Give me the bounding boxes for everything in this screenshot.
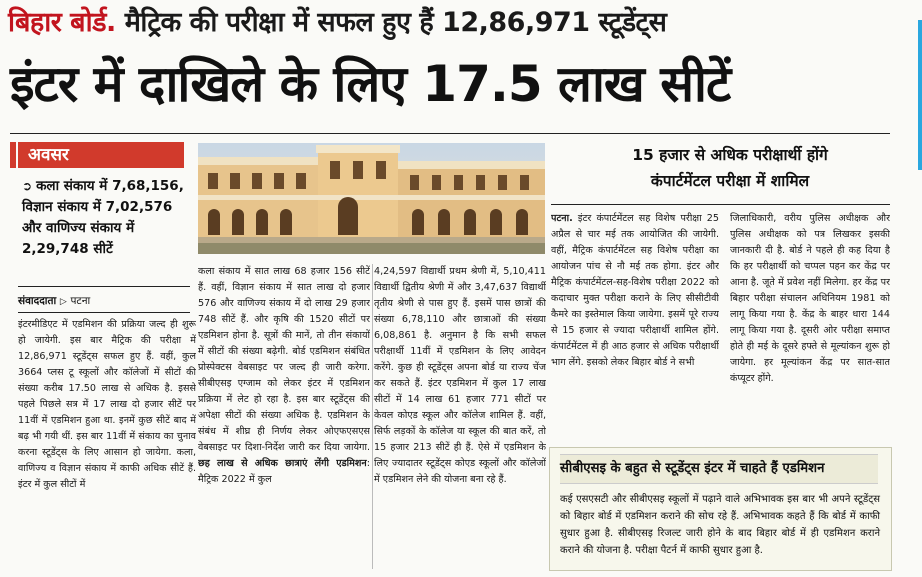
dateline: पटना. [551,213,573,224]
arrow-icon: ➲ [22,179,33,193]
side-accent-bar [918,20,922,170]
opportunity-text: कला संकाय में 7,68,156, विज्ञान संकाय में 7,02,576 और वाणिज्य संकाय में 2,29,748 सीटें [22,178,184,257]
article-column-2 [198,264,370,575]
cbse-box-body: कई एसएसटी और सीबीएसइ स्कूलों में पढ़ाने वाले अभिभावक इस बार भी अपने स्टूडेंट्स को बिहार बोर्ड में एडमिशन कराने की सोच रहे हैं. अभिभावक कहते हैं कि बोर्ड में काफी सुधार हुआ है. सीबीएसइ रिजल्ट जारी होने के बाद बिहार बोर्ड में ही एडमिशन कराने कराने की योजना है. परीक्षा पैटर्न में काफी सुधार हुआ है. [560,494,880,556]
compartment-column-1-text: इंटर कंपार्टमेंटल सह विशेष परीक्षा 25 अप्रैल से चार मई तक आयोजित की जायेगी. वहीं, मैट्रिक कंपार्टमेंटल सह विशेष परीक्षा का आयोजन पांच से नौ मई तक होगा. इंटर और मैट्रिक कंपार्टमेंटल-सह-विशेष परीक्षा 2022 को कदाचार मुक्त परीक्षा कराने के लिए सीसीटीवी कैमरे का इस्तेमाल किया जायेगा. इसमें पूरे राज्य से 15 हजार से ज्यादा परीक्षार्थी शामिल होंगे. कंपार्टमेंटल में ही आठ हजार से अधिक परीक्षार्थी भाग लेंगे. इसको लेकर बिहार बोर्ड ने सभी [551,213,719,368]
byline-name: संवाददाता [18,295,57,307]
byline-place: पटना [70,295,91,307]
compartment-divider [551,204,890,205]
compartment-headline [580,142,880,194]
column-2-subhead: छह लाख से अधिक छात्राएं लेंगी एडमिशन [198,458,367,469]
opportunity-label: अवसर [18,142,184,168]
opportunity-accent [10,142,16,168]
cbse-box-title: सीबीएसइ के बहुत से स्टूडेंट्स इंटर में चाहते हैं एडमिशन [560,454,878,484]
compartment-headline-line2: कंपार्टमेंटल परीक्षा में शामिल [650,172,810,190]
compartment-headline-line1: 15 हजार से अधिक परीक्षार्थी होंगे [632,146,828,164]
building-photo [198,143,545,254]
compartment-column-1 [551,211,719,436]
kicker-line [8,2,828,42]
column-2-tail: : मैट्रिक 2022 में कुल [198,458,370,485]
bihar-board-building-image [198,143,545,254]
cbse-box [549,447,892,571]
main-headline: इंटर में दाखिले के लिए 17.5 लाख सीटें [10,55,731,113]
byline-divider [18,286,190,287]
column-divider [372,264,373,569]
kicker-label: बिहार बोर्ड. [8,7,116,38]
compartment-column-2: जिलाधिकारी, वरीय पुलिस अधीक्षक और पुलिस अधीक्षक को पत्र लिखकर इसकी जानकारी दी है. बोर्ड ने पहले ही कह दिया है कि हर परीक्षार्थी को चप्पल पहन कर केंद्र पर आना है. जूते में प्रवेश नहीं मिलेगा. हर केंद्र पर बिहार परीक्षा संचालन अधिनियम 1981 को लागू किया गया है. केंद्र के बाहर धारा 144 लागू किया गया है. दूसरी ओर परीक्षा समाप्त होते ही मई के दूसरे हफ्ते से मूल्यांकन शुरू हो जायेगा. हर मूल्यांकन केंद्र पर सात-सात कंप्यूटर होंगे. [730,213,890,384]
article-column-1: इंटरमीडिएट में एडमिशन की प्रक्रिया जल्द ही शुरू हो जायेगी. इस बार मैट्रिक की परीक्षा में 12,86,971 स्टूडेंट्स सफल हुए हैं. वहीं, कुल 3664 प्लस टू स्कूलों और कॉलेजों में सीटों की संख्या करीब 17.50 लाख से अधिक है. इससे पहले पिछले सत्र में 17 लाख दो हजार सीटें पर 11वीं में एडमिशन हुआ था. इनमें कुछ सीटें बाद में बढ़ भी गयी थीं. इस बार 11वीं में संकाय का चुनाव करना स्टूडेंट्स के लिए आसान हो जायेगा. कला, वाणिज्य व विज्ञान संकाय में काफी अधिक सीटें हैं. इंटर में कुल सीटों में [18,319,196,490]
article-column-2-text: कला संकाय में सात लाख 68 हजार 156 सीटें हैं. वहीं, विज्ञान संकाय में सात लाख दो हजार 576 और वाणिज्य संकाय में दो लाख 29 हजार 748 सीटें हैं. और कृषि की 1520 सीटों पर एडमिशन होना है. सूत्रों की मानें, तो तीन संकायों में सीटों की संख्या बढ़ेगी. बोर्ड एडमिशन संबंधित प्रोस्पेक्टस वेबसाइट पर जल्द ही जारी करेगा. सीबीएसइ एग्जाम को लेकर इंटर में एडमिशन प्रक्रिया में लेट हो रहा है. इस बार स्टूडेंट्स की अपेक्षा सीटों की संख्या अधिक है. एडमिशन के संबंध में शीघ्र ही निर्णय लेकर ओएफएसएस वेबसाइट पर दिशा-निर्देश जारी कर दिया जायेगा. [198,266,370,453]
kicker-text: मैट्रिक की परीक्षा में सफल हुए हैं 12,86,971 स्टूडेंट्स [115,7,667,38]
article-column-3: 4,24,597 विद्यार्थी प्रथम श्रेणी में, 5,10,411 विद्यार्थी द्वितीय श्रेणी में और 3,47,637 विद्यार्थी तृतीय श्रेणी से पास हुए हैं. इसमें पास छात्रों की संख्या 6,78,110 और छात्राओं की संख्या 6,08,861 है. अनुमान है कि सभी सफल परीक्षार्थी 11वीं में एडमिशन के लिए आवेदन करेंगे. कुछ ही स्टूडेंट्स अपना बोर्ड या राज्य चेंज कर सकते हैं. इंटर एडमिशन में कुल 17 लाख सीटों में 14 लाख 61 हजार 771 सीटों पर केवल कोएड स्कूल और कॉलेज शामिल हैं. वहीं, सिर्फ लड़कों के कॉलेज या स्कूल की बात करें, तो 15 हजार 213 सीटें ही हैं. ऐसे में एडमिशन के लिए ज्यादातर स्टूडेंट्स कोएड स्कूलों और कॉलेजों में एडमिशन लेने की योजना बना रहे हैं. [374,266,546,485]
opportunity-highlight [22,176,192,260]
headline-divider [10,133,890,134]
byline-divider-bottom [18,312,190,313]
byline: संवाददाता ▷ पटना [18,295,91,307]
